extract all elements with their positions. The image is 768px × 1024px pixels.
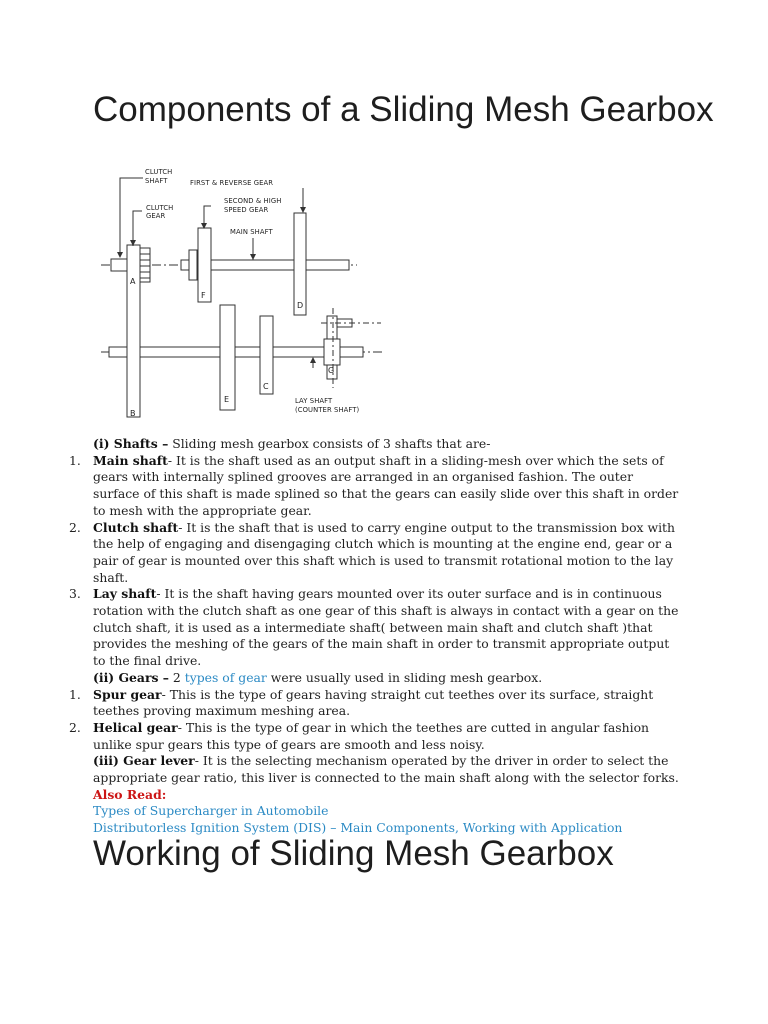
gear-lever-paragraph: (iii) Gear lever- It is the selecting mechanism operated by the driver in order to select the appropriate gear ratio, this liver is connected to the main shaft along with the selector forks. — [93, 753, 679, 786]
gear-letter-e: E — [224, 395, 230, 404]
link-types-of-gear[interactable]: types of gear — [184, 669, 267, 685]
arrow-heads — [117, 207, 316, 363]
label-lay-shaft-2: (COUNTER SHAFT) — [295, 406, 360, 414]
list-item-main-shaft: 1. Main shaft- It is the shaft used as an output shaft in a sliding-mesh over which the sets of gears with internally splined grooves are arranged in an organised fashion. The outer surface of this shaft is made splined so that the gears can easily slide over this shaft in order to mesh with the appropriate gear. — [69, 452, 679, 518]
term-main-shaft: Main shaft — [93, 452, 168, 468]
list-item-clutch-shaft: 2. Clutch shaft- It is the shaft that is used to carry engine output to the transmission box with the help of engaging and disengaging clutch which is mounting at the engine end, gear or a pair of gear is mounted over this shaft which is used to transmit rotational motion to the lay shaft. — [69, 519, 676, 585]
label-first-reverse: FIRST & REVERSE GEAR — [190, 179, 274, 187]
term-spur-gear: Spur gear — [93, 686, 162, 702]
shafts-list — [69, 452, 683, 670]
gears-intro: (ii) Gears – 2 types of gear were usually used in sliding mesh gearbox. — [93, 669, 543, 685]
term-helical-gear: Helical gear — [93, 719, 178, 735]
label-lay-shaft-1: LAY SHAFT — [295, 397, 333, 405]
gears-list — [69, 686, 683, 754]
section-heading-components: Components of a Sliding Mesh Gearbox — [93, 90, 714, 129]
section-heading-working: Working of Sliding Mesh Gearbox — [93, 834, 614, 873]
link-distributorless-ignition[interactable]: Distributorless Ignition System (DIS) – Main Components, Working with Application — [93, 820, 623, 836]
gear-letter-c: C — [263, 382, 269, 391]
gear-d — [294, 213, 306, 315]
gears-lead: (ii) Gears – — [93, 669, 169, 685]
gear-letter-a: A — [130, 277, 136, 286]
also-read-item — [93, 803, 683, 820]
gearbox-diagram — [93, 168, 385, 420]
label-second-high-1: SECOND & HIGH — [224, 197, 282, 205]
label-clutch-shaft-1: CLUTCH — [145, 168, 173, 176]
gear-letter-g: G — [328, 366, 335, 375]
shafts-lead-text: Sliding mesh gearbox consists of 3 shafts that are- — [168, 436, 491, 451]
label-main-shaft: MAIN SHAFT — [230, 228, 273, 236]
gear-letter-f: F — [201, 291, 206, 300]
gearbox-diagram-svg — [93, 168, 385, 420]
shafts-intro — [93, 436, 683, 453]
term-gear-lever: (iii) Gear lever — [93, 753, 195, 769]
gear-a-b — [127, 245, 140, 417]
list-item-lay-shaft: 3. Lay shaft- It is the shaft having gears mounted over its outer surface and is in continuous rotation with the clutch shaft as one gear of this shaft is always in contact with a gear on the clutch shaft, it is used as a intermediate shaft( between main shaft and clutch shaft )that provides the meshing of the gears of the main shaft in order to transmit appropriate output to the final drive. — [69, 586, 679, 669]
gear-g-hub — [324, 339, 340, 365]
article-body — [69, 436, 683, 837]
clutch-gear-teeth — [140, 248, 150, 282]
label-second-high-2: SPEED GEAR — [224, 206, 269, 214]
gear-letter-b: B — [130, 409, 136, 418]
link-supercharger-types[interactable]: Types of Supercharger in Automobile — [93, 803, 329, 819]
gear-letter-d: D — [297, 301, 304, 310]
list-item-spur-gear: 1. Spur gear- This is the type of gears having straight cut teethes over its surface, straight teethes proving maximum meshing area. — [69, 686, 654, 719]
gear-f-hub — [189, 250, 197, 280]
label-clutch-shaft-2: SHAFT — [145, 177, 168, 185]
also-read-label: Also Read: — [93, 786, 167, 802]
label-clutch-gear-2: GEAR — [146, 212, 166, 220]
term-lay-shaft: Lay shaft — [93, 586, 157, 602]
term-clutch-shaft: Clutch shaft — [93, 519, 179, 535]
label-clutch-gear-1: CLUTCH — [146, 204, 174, 212]
shafts-lead: (i) Shafts – — [93, 436, 169, 451]
list-item-helical-gear: 2. Helical gear- This is the type of gear in which the teethes are cutted in angular fashion unlike spur gears this type of gears are smooth and less noisy. — [69, 719, 650, 752]
